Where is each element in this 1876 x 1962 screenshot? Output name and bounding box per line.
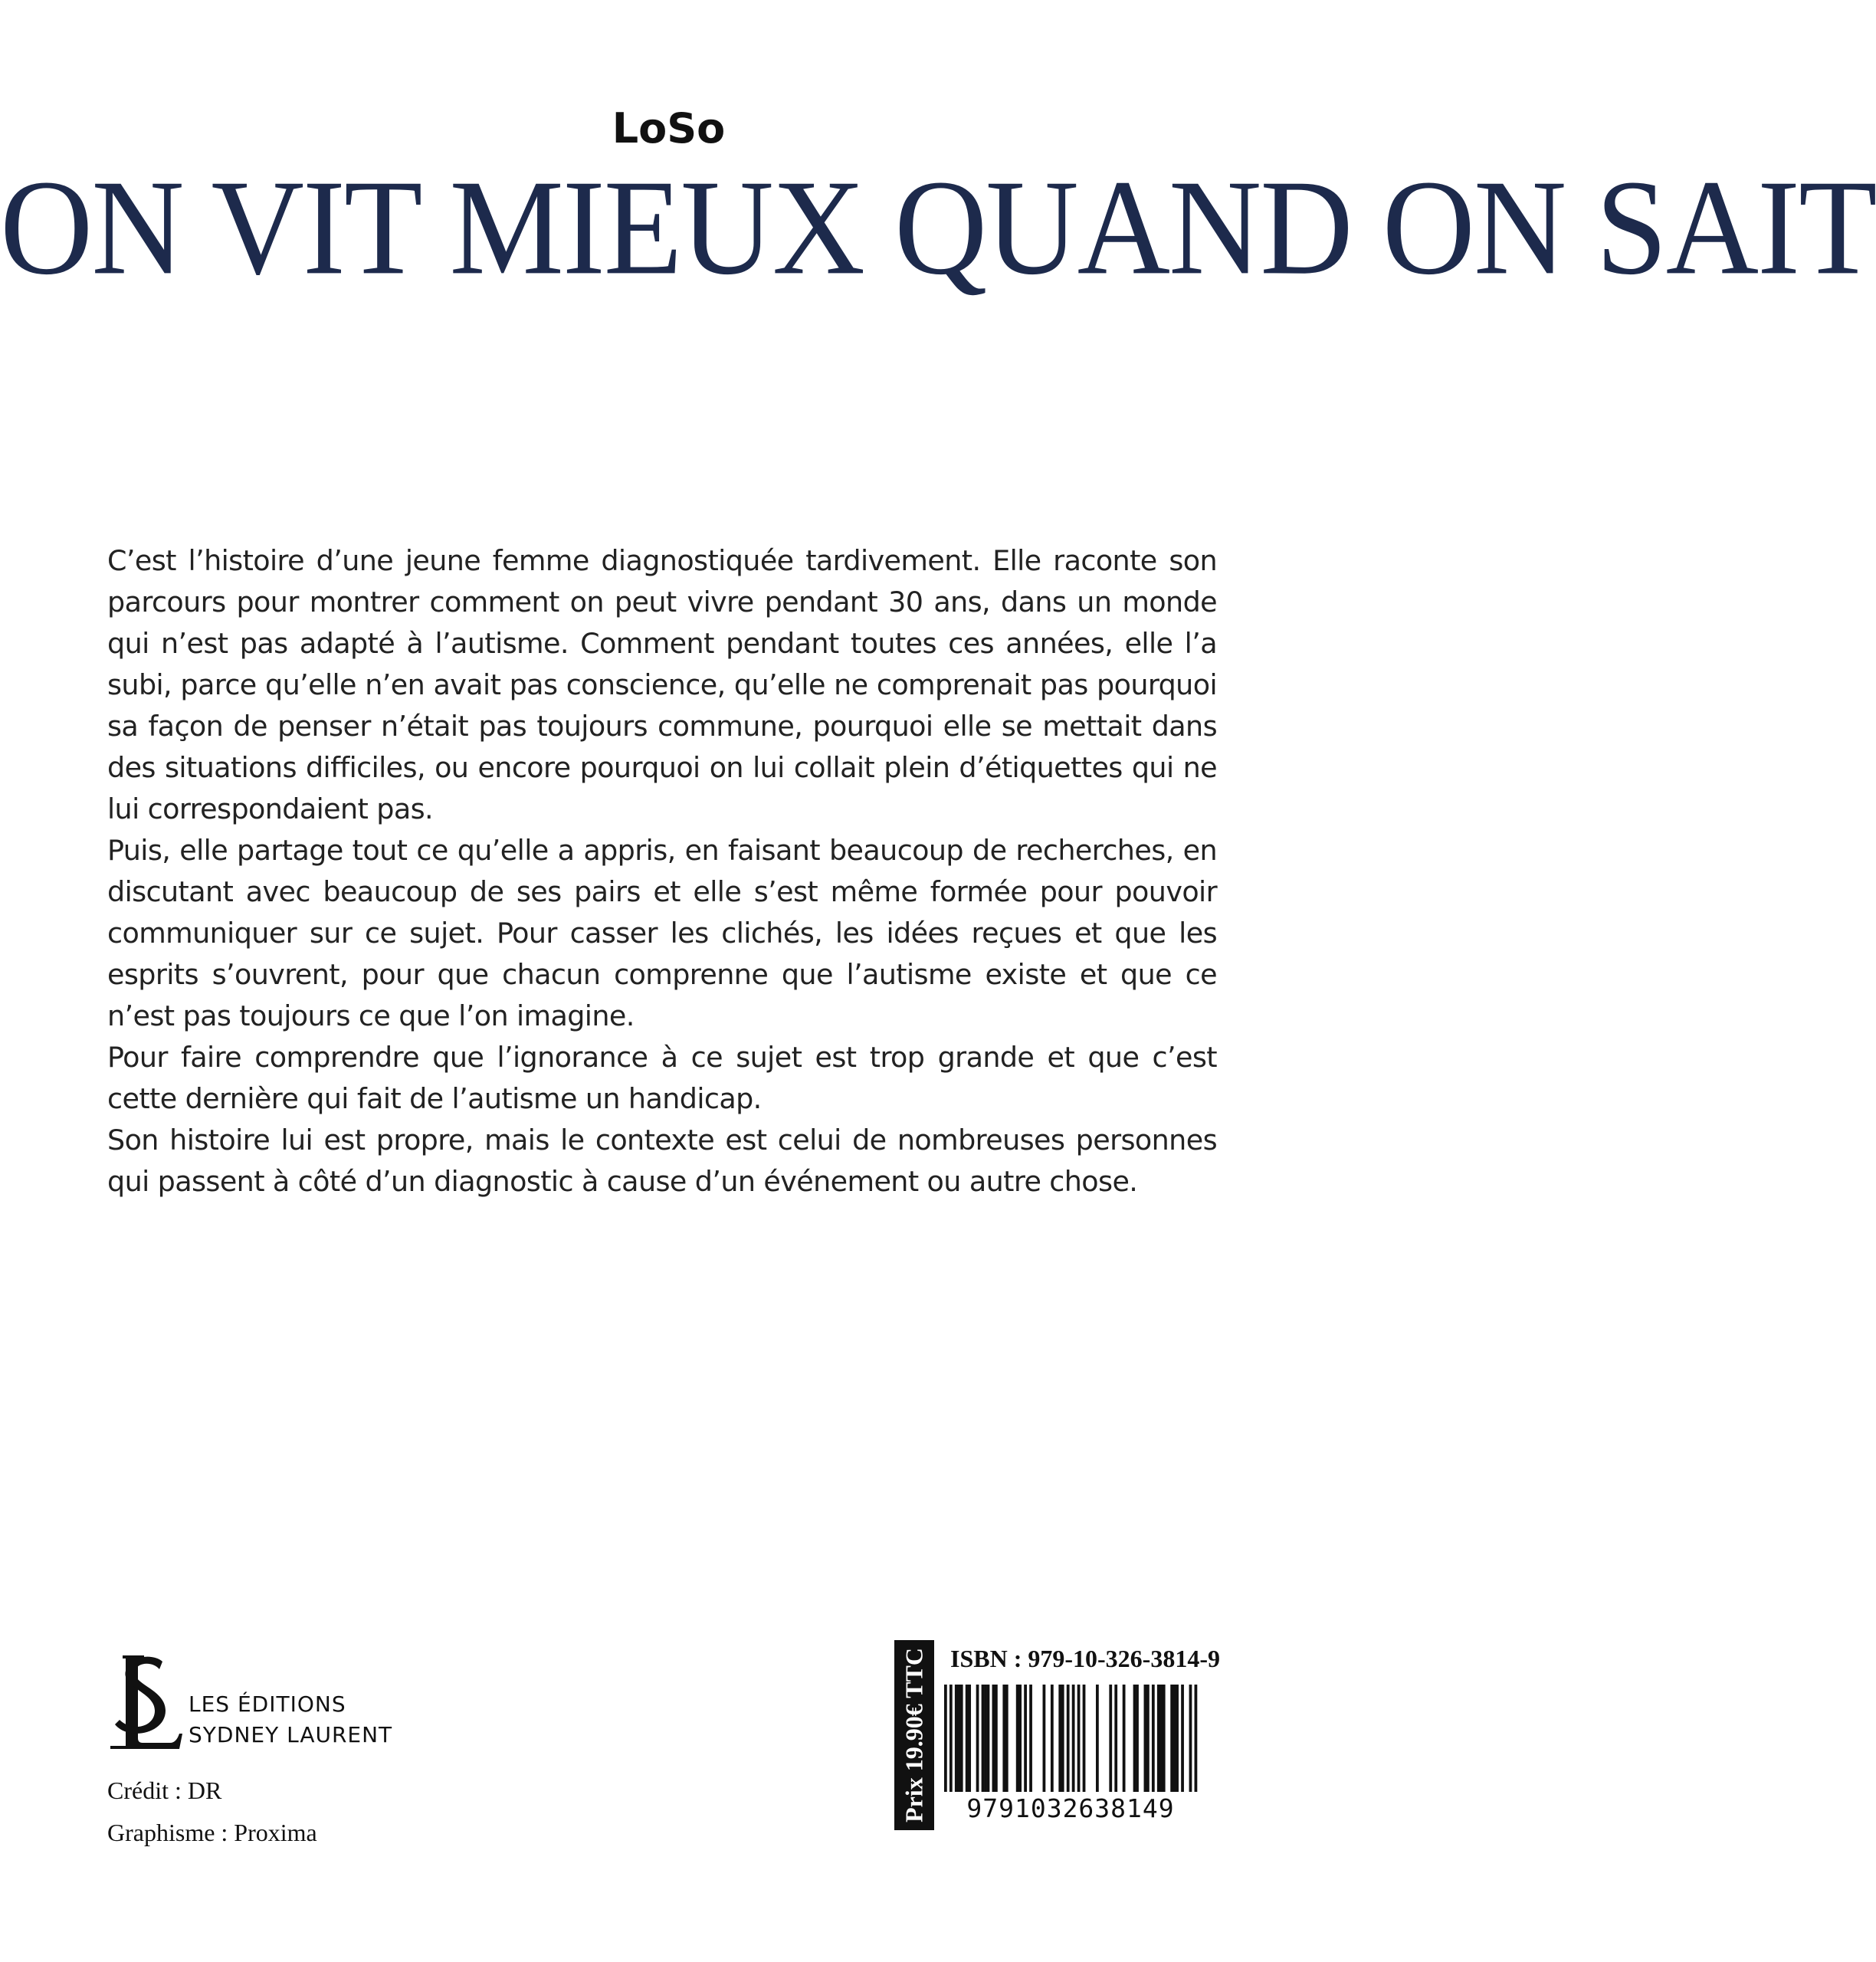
barcode-bar	[982, 1685, 985, 1792]
barcode-bar	[1163, 1685, 1166, 1792]
price-tag	[894, 1640, 934, 1830]
barcode-bar	[966, 1685, 969, 1792]
barcode-bar	[1061, 1685, 1064, 1792]
barcode-bar	[1072, 1685, 1075, 1792]
blurb-paragraph: C’est l’histoire d’une jeune femme diagnostiquée tardivement. Elle raconte son parcours pour montrer comment on peut vivre pendant 30 ans, dans un monde qui n’est pas adapté à l’autisme. Comment pendant toutes ces années, elle l’a subi, parce qu’elle n’en avait pas conscience, qu’elle ne comprenait pas pourquoi sa façon de penser n’était pas toujours commune, pourquoi elle se mettait dans des situations difficiles, ou encore pourquoi on lui collait plein d’étiquettes qui ne lui correspondaient pas.	[107, 544, 1217, 825]
barcode-bar	[1029, 1685, 1032, 1792]
barcode-bar	[955, 1685, 958, 1792]
book-title: ON VIT MIEUX QUAND ON SAIT	[0, 152, 1876, 303]
barcode-bar	[949, 1685, 953, 1792]
barcode-bar	[1109, 1685, 1112, 1792]
barcode-bar	[1018, 1685, 1022, 1792]
photo-credit: Crédit : DR	[107, 1777, 222, 1804]
barcode-bar	[960, 1685, 963, 1792]
barcode-bar	[1189, 1685, 1192, 1792]
barcode-bar	[1170, 1685, 1173, 1792]
blurb-paragraph: Pour faire comprendre que l’ignorance à ce sujet est trop grande et que c’est cette dernière qui fait de l’autisme un handicap.	[107, 1041, 1217, 1115]
barcode-bar	[1005, 1685, 1009, 1792]
barcode-bar	[976, 1685, 979, 1792]
barcode-bar	[1043, 1685, 1046, 1792]
blurb-paragraph: Son histoire lui est propre, mais le contexte est celui de nombreuses personnes qui passent à côté d’un diagnostic à cause d’un événement ou autre chose.	[107, 1124, 1217, 1198]
price-label: Prix 19.90€ TTC	[900, 1648, 928, 1823]
publisher-line-1: LES ÉDITIONS	[189, 1691, 346, 1717]
blurb-paragraph: Puis, elle partage tout ce qu’elle a appris, en faisant beaucoup de recherches, en discutant avec beaucoup de ses pairs et elle s’est même formée pour pouvoir communiquer sur ce sujet. Pour casser les clichés, les idées reçues et que les esprits s’ouvrent, pour que chacun comprenne que l’autisme existe et que ce n’est pas toujours ce que l’on imagine.	[107, 834, 1217, 1032]
barcode-bar	[1159, 1685, 1163, 1792]
publisher-logo	[100, 1648, 184, 1755]
barcode-bar	[1146, 1685, 1150, 1792]
publisher-name	[189, 1689, 392, 1750]
barcode-bar	[1096, 1685, 1099, 1792]
barcode-bar	[1144, 1685, 1147, 1792]
barcode	[944, 1685, 1197, 1792]
barcode-bar	[1058, 1685, 1061, 1792]
barcode-bar	[1051, 1685, 1054, 1792]
barcode-bar	[1083, 1685, 1086, 1792]
barcode-bar	[1173, 1685, 1176, 1792]
barcode-bar	[1195, 1685, 1198, 1792]
barcode-digits: 9791032638149	[966, 1793, 1175, 1823]
isbn-label: ISBN : 979-10-326-3814-9	[950, 1645, 1220, 1672]
publisher-line-2: SYDNEY LAURENT	[189, 1722, 393, 1747]
design-credit: Graphisme : Proxima	[107, 1819, 317, 1846]
barcode-bar	[987, 1685, 990, 1792]
barcode-bar	[1067, 1685, 1070, 1792]
author-name: LoSo	[612, 104, 726, 153]
barcode-bar	[1181, 1685, 1184, 1792]
barcode-bar	[984, 1685, 987, 1792]
barcode-bar	[1176, 1685, 1179, 1792]
barcode-bar	[1002, 1685, 1005, 1792]
barcode-bar	[1152, 1685, 1155, 1792]
barcode-bar	[992, 1685, 995, 1792]
blurb-text	[107, 540, 1217, 1202]
barcode-bar	[1157, 1685, 1160, 1792]
barcode-bar	[957, 1685, 960, 1792]
barcode-bar	[1136, 1685, 1139, 1792]
barcode-bar	[1114, 1685, 1117, 1792]
barcode-bar	[1123, 1685, 1126, 1792]
barcode-bar	[1133, 1685, 1136, 1792]
barcode-bar	[1024, 1685, 1027, 1792]
barcode-bar	[944, 1685, 947, 1792]
barcode-bar	[995, 1685, 998, 1792]
barcode-bar	[1077, 1685, 1081, 1792]
barcode-bar	[1016, 1685, 1019, 1792]
barcode-bar	[968, 1685, 971, 1792]
